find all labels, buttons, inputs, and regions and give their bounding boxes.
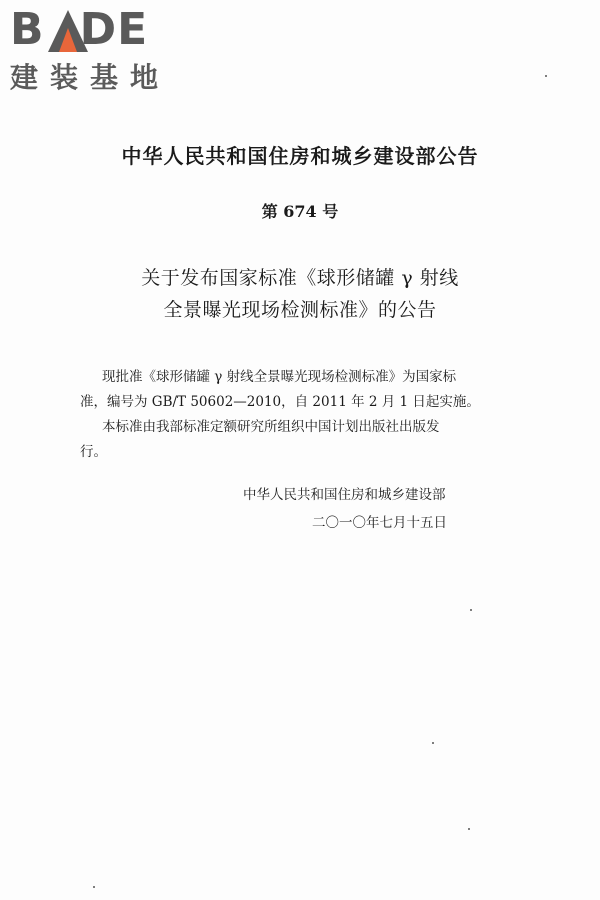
scan-speck <box>468 828 470 830</box>
body-line: 准，编号为 GB/T 50602—2010，自 2011 年 2 月 1 日起实施。 <box>80 394 480 410</box>
scan-speck <box>432 742 434 744</box>
announcement-title <box>0 262 600 326</box>
signature-date: 二〇一〇年七月十五日 <box>312 515 447 531</box>
title-line-2: 全景曝光现场检测标准》的公告 <box>163 299 437 321</box>
logo-chinese-text: 建装基地 <box>10 61 171 94</box>
announcement-number: 第 674 号 <box>261 202 339 221</box>
bade-logo <box>10 6 180 96</box>
signature-block <box>240 483 480 536</box>
logo-wordmark: B DE <box>10 4 149 55</box>
signature-organization: 中华人民共和国住房和城乡建设部 <box>243 487 446 503</box>
scan-speck <box>470 609 472 611</box>
body-paragraph-1 <box>80 365 502 415</box>
logo-triangle-a-icon <box>48 10 88 52</box>
issuer-heading: 中华人民共和国住房和城乡建设部公告 <box>121 144 479 168</box>
body-line: 本标准由我部标准定额研究所组织中国计划出版社出版发 <box>102 419 440 435</box>
scan-speck <box>93 886 95 888</box>
body-paragraph-2 <box>80 415 502 465</box>
body-line: 现批准《球形储罐 γ 射线全景曝光现场检测标准》为国家标 <box>102 369 457 385</box>
body-line: 行。 <box>80 444 107 460</box>
scan-speck <box>545 75 547 77</box>
title-line-1: 关于发布国家标准《球形储罐 γ 射线 <box>141 267 459 289</box>
announcement-body <box>80 365 502 465</box>
